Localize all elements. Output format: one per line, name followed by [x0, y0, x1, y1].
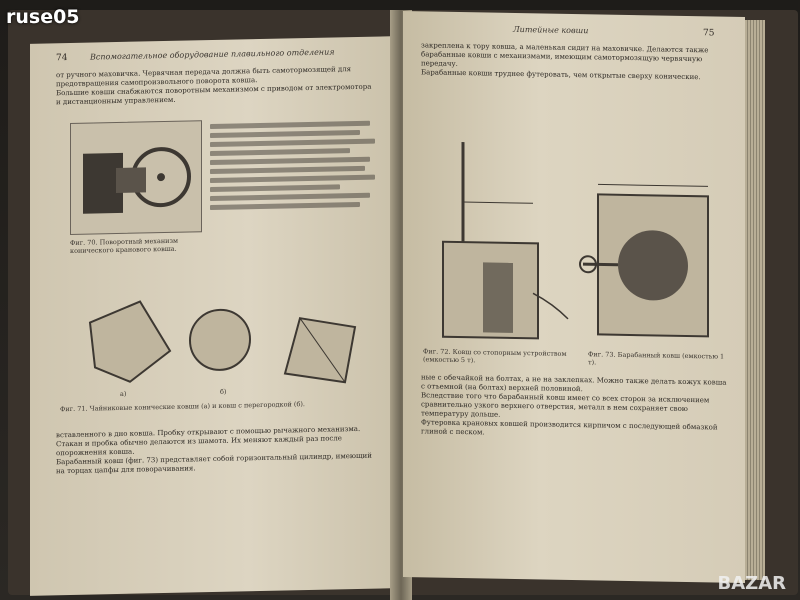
- figure-73: [578, 164, 728, 347]
- text-line: [210, 193, 370, 201]
- figure-72: [423, 131, 573, 344]
- text-line: [210, 166, 365, 174]
- page-edges: [745, 20, 765, 580]
- text-line: [210, 202, 360, 210]
- text-line: [210, 157, 370, 165]
- figure-70-drawing: [71, 121, 201, 234]
- left-text-column: [210, 117, 380, 215]
- right-page: [403, 11, 745, 583]
- right-page-text-bottom: ные с обечайкой на болтах, а не на заклепках. Можно также делать кожух ковша с отъемной (на болтах) верхней половиной. Вследствие того что барабанный ковш имеет со всех сторон за исключением сравнительно узкого верхнего отверстия, металл в нем сохраняет свою температуру дольше. Футеровка крановых ковшей производится кирпичом с последующей обмазкой глиной с песком.: [421, 373, 727, 437]
- left-page-text-top: от ручного маховичка. Червячная передача должна быть самотормозящей для предотвращения самопроизвольного поворота ковша. Большие ковши снабжаются поворотным механизмом с приводом от электромотора и дистанционным управлением.: [56, 65, 372, 107]
- left-page: [30, 36, 396, 596]
- left-page-number: 74: [56, 53, 68, 64]
- text-line: [210, 121, 370, 129]
- text-line: [210, 184, 340, 192]
- figure-72-drawing: [423, 131, 573, 344]
- figure-70: [70, 120, 202, 235]
- watermark: ruse05: [6, 6, 80, 28]
- figure-71-label-b: б): [220, 387, 227, 396]
- text-line: [210, 175, 375, 183]
- figure-71: [70, 287, 370, 393]
- figure-73-caption: Фиг. 73. Барабанный ковш (емкостью 1 т).: [588, 350, 725, 367]
- text-line: [210, 139, 375, 147]
- right-page-header: Литейные ковши: [513, 24, 589, 36]
- figure-71-label-a: а): [120, 389, 127, 398]
- left-page-header: Вспомогательное оборудование плавильного отделения: [90, 47, 335, 62]
- text-line: [210, 148, 350, 156]
- figure-70-caption: Фиг. 70. Поворотный механизм конического кранового ковша.: [70, 236, 179, 255]
- figure-73-drawing: [578, 164, 728, 347]
- text-line: [210, 130, 360, 138]
- left-page-text-bottom: вставленного в дно ковша. Пробку открывают с помощью рычажного механизма. Стакан и пробка обычно делаются из шамота. Их меняют каждый раз после опорожнения ковша. Барабанный ковш (фиг. 73) представляет собой горизонтальный цилиндр, имеющий на торцах цапфы для поворачивания.: [56, 424, 372, 476]
- figure-72-caption: Фиг. 72. Ковш со стопорным устройством (емкостью 5 т).: [423, 347, 567, 365]
- bazar-logo: BAZAR: [717, 573, 786, 594]
- right-page-number: 75: [703, 28, 715, 39]
- right-page-text-top: закреплена к тору ковша, а маленькая сидит на маховичке. Делаются также барабанные ковши с механизмами, имеющим самотормозящую червячную передачу. Барабанные ковши труднее футеровать, чем открытые сверху конические.: [421, 41, 709, 82]
- figure-71-caption: Фиг. 71. Чайниковые конические ковши (а) и ковш с перегородкой (б).: [60, 400, 305, 414]
- figure-71-drawing: [70, 287, 370, 393]
